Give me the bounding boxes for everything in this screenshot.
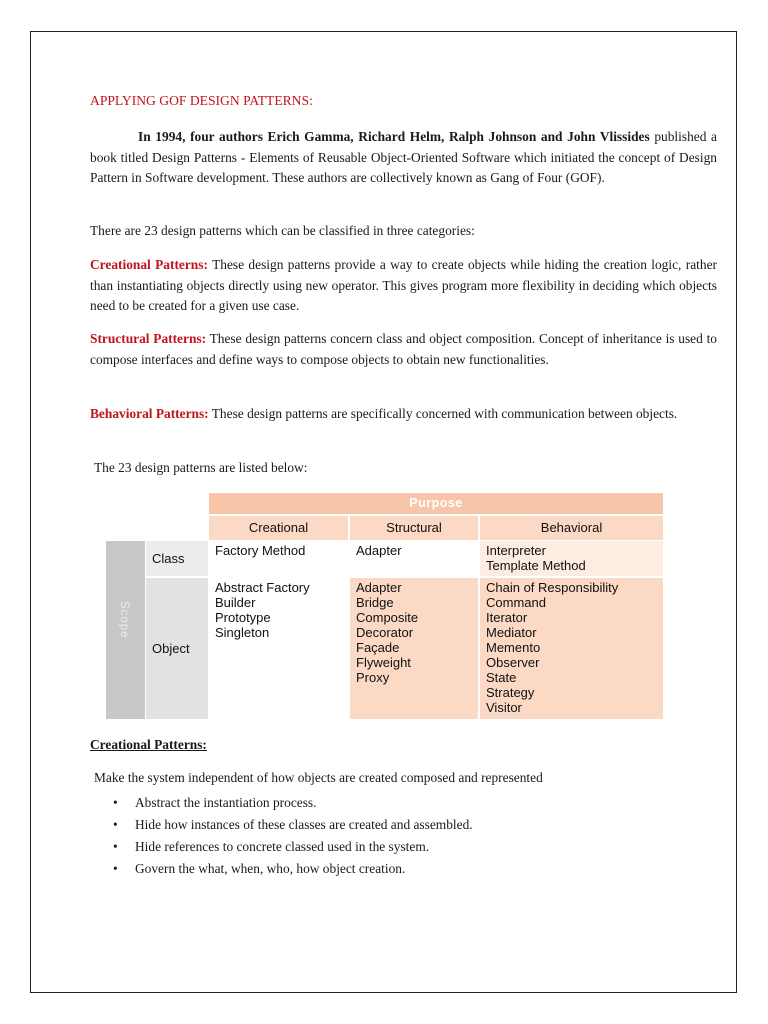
col-header-behavioral: Behavioral xyxy=(480,516,663,540)
class-behavioral-cell xyxy=(480,541,663,576)
list-item: • Abstract the instantiation process. xyxy=(113,792,473,814)
class-creational-cell: Factory Method xyxy=(209,541,348,576)
col-header-creational: Creational xyxy=(209,516,348,540)
object-creational-cell xyxy=(209,578,348,719)
list-item: Command xyxy=(486,595,546,610)
list-item: Composite xyxy=(356,610,419,625)
list-item: Bridge xyxy=(356,595,394,610)
list-item: Strategy xyxy=(486,685,535,700)
list-item: Iterator xyxy=(486,610,528,625)
list-item: Template Method xyxy=(486,558,586,573)
list-item: Chain of Responsibility xyxy=(486,580,619,595)
object-structural-cell xyxy=(350,578,478,719)
listed-line: The 23 design patterns are listed below: xyxy=(94,460,308,475)
page-title: APPLYING GOF DESIGN PATTERNS: xyxy=(90,93,313,108)
intro-bold-lead: In 1994, four authors Erich Gamma, Richard Helm, Ralph Johnson and John Vlissides xyxy=(138,129,650,144)
list-item: Proxy xyxy=(356,670,390,685)
list-item: • Govern the what, when, who, how object creation. xyxy=(113,858,473,880)
structural-paragraph xyxy=(90,329,717,370)
section2-bullet-list xyxy=(113,792,473,880)
list-item: • Hide references to concrete classed used in the system. xyxy=(113,836,473,858)
list-item: Observer xyxy=(486,655,540,670)
section2-heading: Creational Patterns: xyxy=(90,737,207,752)
intro-rest: published a book titled Design Patterns - Elements of Reusable Object-Oriented Software which initiated the concept of Design Pattern in Software development. These authors are collectively known as Gang of Four (GOF). xyxy=(90,129,717,186)
structural-label: Structural Patterns: xyxy=(90,331,207,346)
patterns-table xyxy=(106,493,663,719)
list-item: Adapter xyxy=(356,580,402,595)
list-item: Façade xyxy=(356,640,400,655)
creational-text: These design patterns provide a way to create objects while hiding the creation logic, rather than instantiating objects directly using new operator. This gives program more flexibility in deciding which objects need to be created for a given use case. xyxy=(90,257,717,314)
list-item: Builder xyxy=(215,595,256,610)
list-item: Singleton xyxy=(215,625,270,640)
list-item: Prototype xyxy=(215,610,271,625)
creational-paragraph xyxy=(90,255,717,317)
col-header-structural: Structural xyxy=(350,516,478,540)
list-item: Interpreter xyxy=(486,543,546,558)
list-item: Mediator xyxy=(486,625,537,640)
list-item: State xyxy=(486,670,517,685)
list-item: Memento xyxy=(486,640,541,655)
scope-label: Scope xyxy=(118,601,130,639)
list-item: Flyweight xyxy=(356,655,411,670)
list-item: Decorator xyxy=(356,625,414,640)
row-label-object: Object xyxy=(146,578,208,719)
structural-text: These design patterns concern class and object composition. Concept of inheritance is used to compose interfaces and define ways to compose objects to obtain new functionalities. xyxy=(90,331,717,367)
section2-intro: Make the system independent of how objects are created composed and represented xyxy=(94,770,543,785)
class-structural-cell: Adapter xyxy=(350,541,478,576)
row-label-class: Class xyxy=(146,541,208,576)
behavioral-paragraph xyxy=(90,404,717,425)
creational-label: Creational Patterns: xyxy=(90,257,208,272)
behavioral-text: These design patterns are specifically concerned with communication between objects. xyxy=(208,406,678,421)
list-item: Abstract Factory xyxy=(215,580,310,595)
behavioral-label: Behavioral Patterns: xyxy=(90,406,209,421)
purpose-header: Purpose xyxy=(209,493,663,514)
list-item: • Hide how instances of these classes are created and assembled. xyxy=(113,814,473,836)
categories-line: There are 23 design patterns which can be classified in three categories: xyxy=(90,223,475,238)
list-item: Visitor xyxy=(486,700,522,715)
scope-column xyxy=(106,541,145,719)
object-behavioral-cell xyxy=(480,578,663,719)
intro-paragraph xyxy=(90,127,717,189)
